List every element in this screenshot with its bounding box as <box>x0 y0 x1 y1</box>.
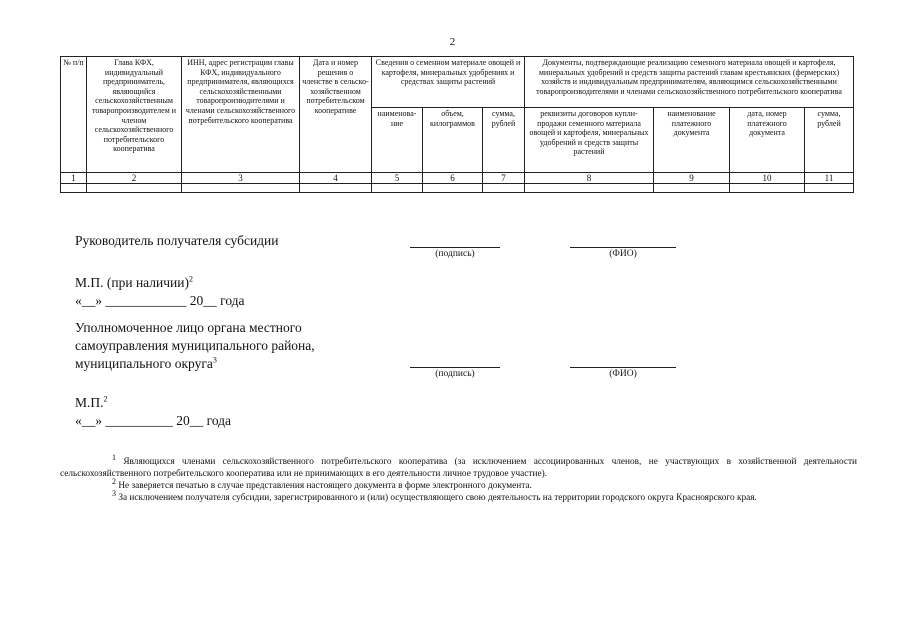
subheader-sum: сумма, рублей <box>483 108 525 173</box>
header-col3: ИНН, адрес регистрации главы КФХ, индивидуального предпринимателя, являющихся сельскохозяйственными товаропроизводителями и членами сельскохозяйственного потребительского кооператива <box>182 57 300 173</box>
fio-line <box>570 367 676 368</box>
header-col4: Дата и номер решения о членстве в сельско-хозяйственном потребительском кооперативе <box>300 57 372 173</box>
header-group-material: Сведения о семенном материале овощей и картофеля, минеральных удобрениях и средствах защиты растений <box>372 57 525 108</box>
data-table <box>60 56 854 193</box>
col-number: 4 <box>300 173 372 184</box>
date-line: «__» ____________ 20__ года <box>75 293 245 308</box>
subheader-contracts: реквизиты договоров купли-продажи семенного материала овощей и картофеля, минеральных удобрений и средств защиты растений <box>525 108 654 173</box>
col-number: 5 <box>372 173 423 184</box>
subheader-payment-sum: сумма, рублей <box>805 108 854 173</box>
table-cell <box>300 184 372 193</box>
seal-optional: М.П. (при наличии)$^2$ <box>75 274 193 290</box>
footnote-1: $^1$ Являющихся членами сельскохозяйственного потребительского кооператива (за исключением ассоциированных членов, не участвующих в хозяйственной деятельности сельскохозяйственного потребительского кооператива или не принимающих в его деятельности личное трудовое участие). <box>60 452 857 479</box>
table-cell <box>730 184 805 193</box>
signature-line <box>410 247 500 248</box>
col-number: 3 <box>182 173 300 184</box>
col-number: 6 <box>423 173 483 184</box>
col-number: 7 <box>483 173 525 184</box>
subheader-payment-name: наименование платежного документа <box>654 108 730 173</box>
table-cell <box>483 184 525 193</box>
fio-caption: (ФИО) <box>609 249 637 259</box>
signature-caption: (подпись) <box>435 369 475 379</box>
empty-data-row <box>61 184 854 193</box>
head-title: Руководитель получателя субсидии <box>75 233 279 248</box>
table-cell <box>372 184 423 193</box>
table-cell <box>182 184 300 193</box>
table-cell <box>805 184 854 193</box>
table-cell <box>61 184 87 193</box>
official-title-line1: Уполномоченное лицо органа местного <box>75 320 302 335</box>
signature-line <box>410 367 500 368</box>
subheader-volume: объем, килограммов <box>423 108 483 173</box>
fio-caption: (ФИО) <box>609 369 637 379</box>
date-line: «__» __________ 20__ года <box>75 413 232 428</box>
official-title-line2: самоуправления муниципального района, <box>75 338 315 353</box>
footnote-3: $^3$ За исключением получателя субсидии, зарегистрированного и (или) осуществляющего свою деятельность на территории городского округа Красноярского края. <box>112 488 757 503</box>
header-col1: № п/п <box>61 57 87 173</box>
footnote-2: $^2$ Не заверяется печатью в случае представления настоящего документа в форме электронного документа. <box>112 476 532 491</box>
signature-caption: (подпись) <box>435 249 475 259</box>
table-cell <box>525 184 654 193</box>
subheader-name: наименова-ние <box>372 108 423 173</box>
table-cell <box>87 184 182 193</box>
official-title-line3: муниципального округа$^3$ <box>75 355 217 371</box>
page-number: 2 <box>449 36 456 48</box>
col-number: 9 <box>654 173 730 184</box>
col-number: 8 <box>525 173 654 184</box>
fio-line <box>570 247 676 248</box>
header-group-documents: Документы, подтверждающие реализацию семенного материала овощей и картофеля, минеральных удобрений и средств защиты растений главам крестьянских (фермерских) хозяйств и индивидуальным предпринимателям, являющимся сельскохозяйственными товаропроизводителями и членами сельскохозяйственного потребительского кооператива <box>525 57 854 108</box>
seal: М.П.$^2$ <box>75 394 108 410</box>
col-number: 1 <box>61 173 87 184</box>
col-number: 10 <box>730 173 805 184</box>
header-col2: Глава КФХ, индивидуальный предприниматель, являющийся сельскохозяйственным товаропроизводителем и членом сельскохозяйственного потребительского кооператива <box>87 57 182 173</box>
col-number: 2 <box>87 173 182 184</box>
col-number: 11 <box>805 173 854 184</box>
table-cell <box>423 184 483 193</box>
column-numbers-row <box>61 173 854 184</box>
subheader-payment-date: дата, номер платежного документа <box>730 108 805 173</box>
table-cell <box>654 184 730 193</box>
